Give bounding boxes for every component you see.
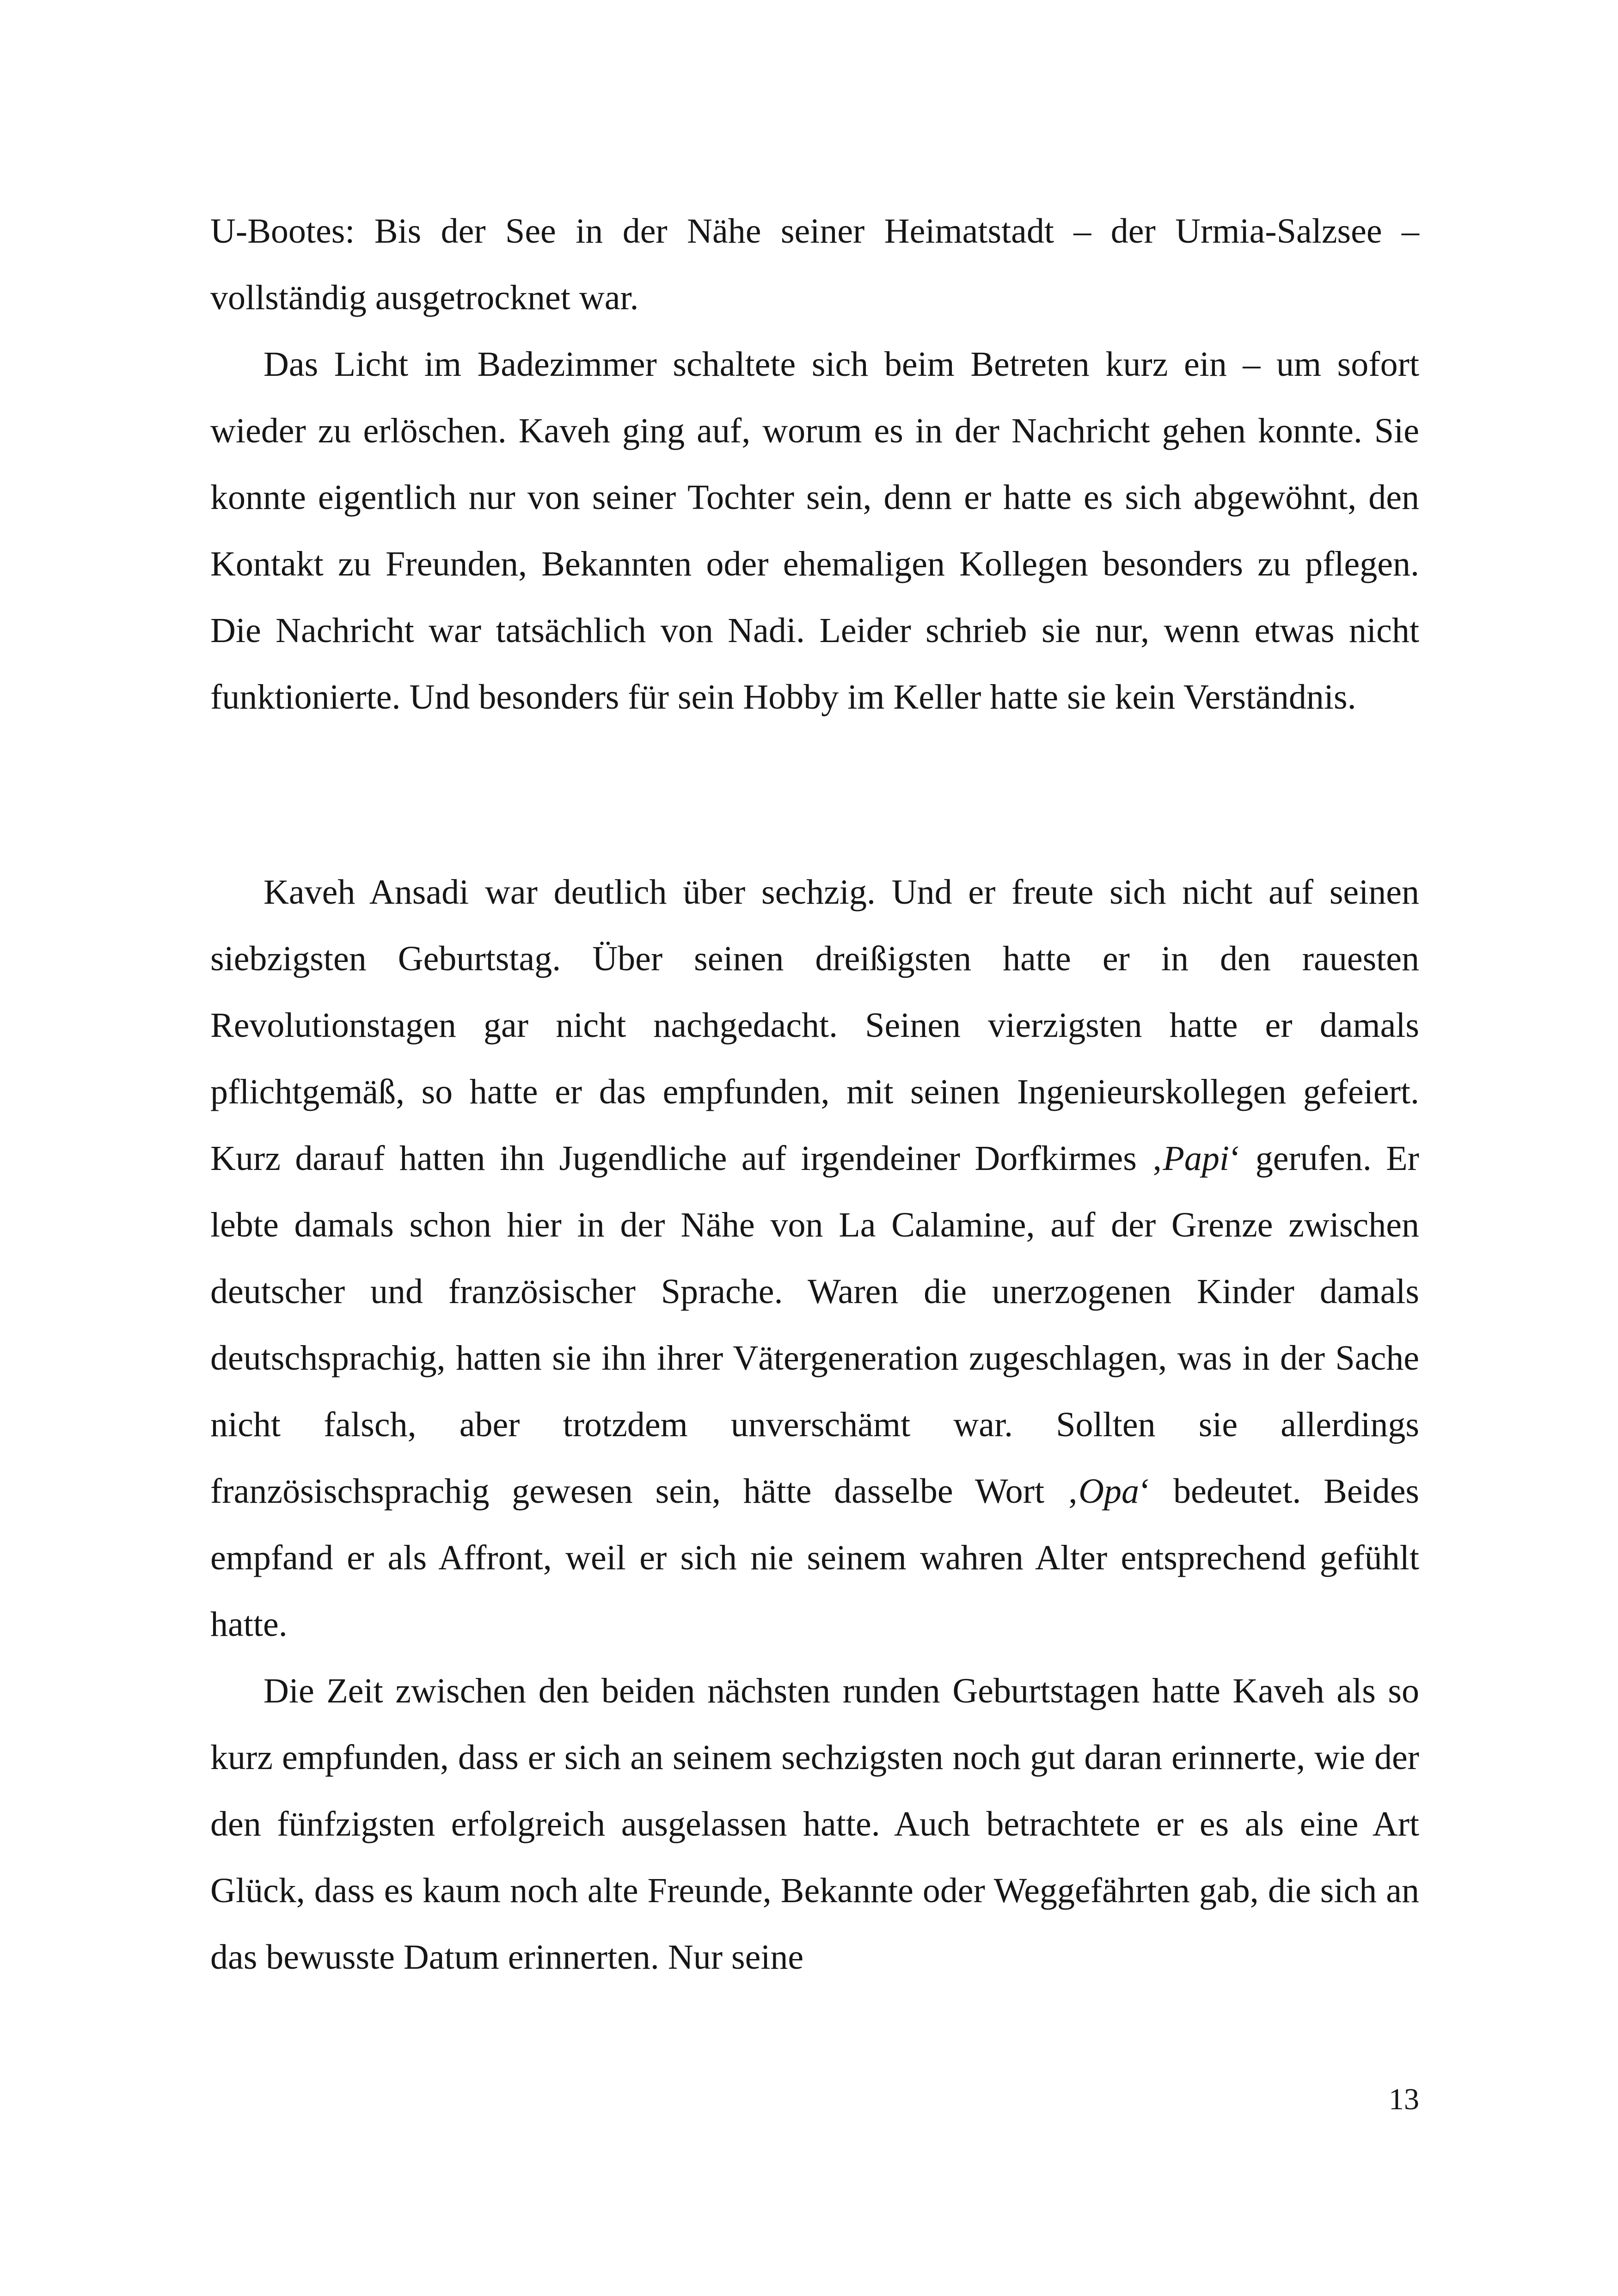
paragraph-bathroom-light: Das Licht im Badezimmer schaltete sich beim Betreten kurz ein – um sofort wieder zu erlöschen. Kaveh ging auf, worum es in der Nachricht gehen konnte. Sie konnte eigentlich nur von seiner Tochter sein, denn er hatte es sich abgewöhnt, den Kontakt zu Freunden, Bekannten oder ehemaligen Kollegen besonders zu pflegen. Die Nachricht war tatsächlich von Nadi. Leider schrieb sie nur, wenn etwas nicht funktionierte. Und besonders für sein Hobby im Keller hatte sie kein Verständnis. xyxy=(210,345,1419,716)
paragraph-text-part: Kaveh Ansadi war deutlich über sechzig. Und er freute sich nicht auf seinen siebzigsten Geburtstag. Über seinen dreißigsten hatte er in den rauesten Revolutionstagen gar nicht nachgedacht. Seinen vierzigsten hatte er damals pflichtgemäß, so hatte er das empfunden, mit seinen Ingenieurskollegen gefeiert. Kurz darauf hatten ihn Jugendliche auf irgendeiner Dorfkirmes ‚ xyxy=(210,873,1419,1178)
page-number: 13 xyxy=(1389,2082,1419,2116)
text-block-bottom xyxy=(210,859,1419,1990)
italic-word-papi: Papi xyxy=(1163,1139,1230,1178)
text-block-top xyxy=(210,198,1419,730)
paragraph-continuation: U-Bootes: Bis der See in der Nähe seiner Heimatstadt – der Urmia-Salzsee – vollständig ausgetrocknet war. xyxy=(210,212,1419,317)
paragraph-text-part: ‘ bedeutet. Beides empfand er als Affront, weil er sich nie seinem wahren Alter entsprechend gefühlt hatte. xyxy=(210,1472,1419,1644)
paragraph-text-part: ‘ gerufen. Er lebte damals schon hier in der Nähe von La Calamine, auf der Grenze zwischen deutscher und französischer Sprache. Waren die unerzogenen Kinder damals deutschsprachig, hatten sie ihn ihrer Vätergeneration zugeschlagen, was in der Sache nicht falsch, aber trotzdem unverschämt war. Sollten sie allerdings französischsprachig gewesen sein, hätte dasselbe Wort ‚ xyxy=(210,1139,1419,1511)
italic-word-opa: Opa xyxy=(1079,1472,1139,1511)
paragraph-kaveh-age xyxy=(210,859,1419,1658)
paragraph-birthdays: Die Zeit zwischen den beiden nächsten runden Geburtstagen hatte Kaveh als so kurz empfunden, dass er sich an seinem sechzigsten noch gut daran erinnerte, wie der den fünfzigsten erfolgreich ausgelassen hatte. Auch betrachtete er es als eine Art Glück, dass es kaum noch alte Freunde, Bekannte oder Weggefährten gab, die sich an das bewusste Datum erinnerten. Nur seine xyxy=(210,1671,1419,1977)
